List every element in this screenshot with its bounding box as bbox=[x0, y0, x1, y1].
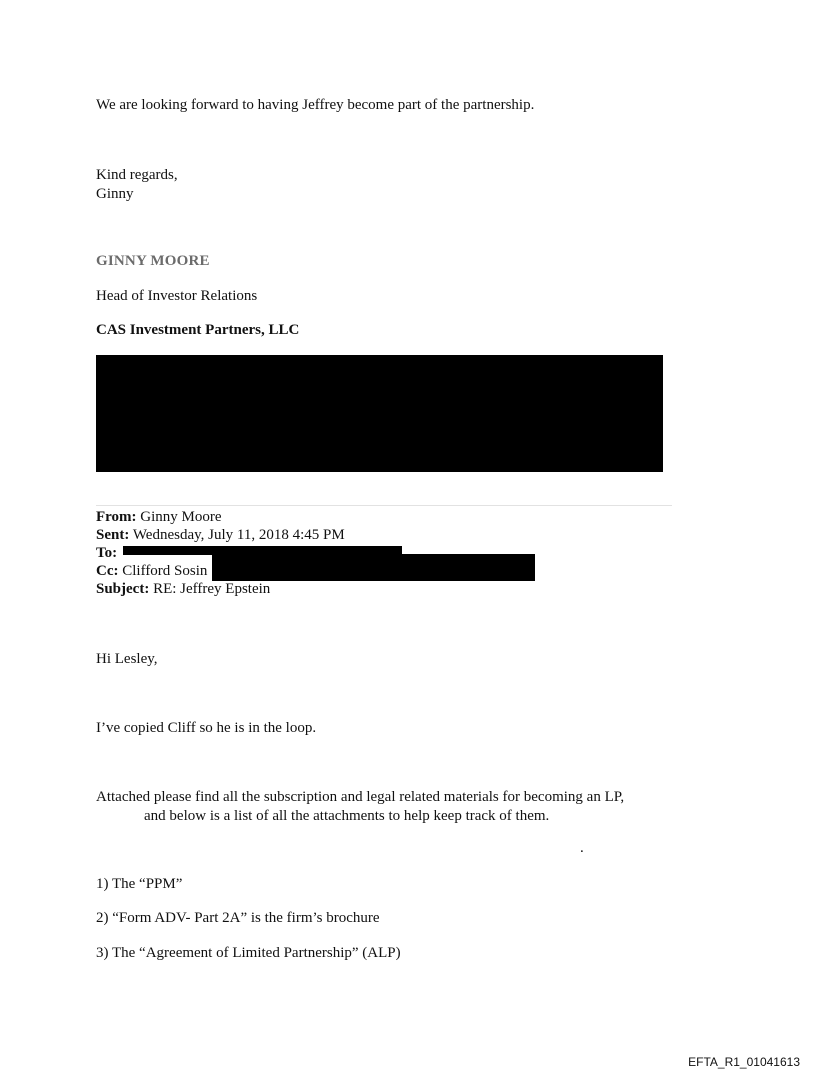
from-label: From: bbox=[96, 509, 137, 525]
cc-line bbox=[96, 562, 207, 580]
sent-label: Sent: bbox=[96, 527, 130, 543]
list-item: 2) “Form ADV- Part 2A” is the firm’s brochure bbox=[96, 910, 380, 926]
cc-label: Cc: bbox=[96, 563, 119, 579]
list-item: 3) The “Agreement of Limited Partnership” (ALP) bbox=[96, 945, 401, 961]
closing-name: Ginny bbox=[96, 186, 134, 202]
intro-line: We are looking forward to having Jeffrey become part of the partnership. bbox=[96, 97, 535, 113]
to-line bbox=[96, 544, 117, 562]
signature-company: CAS Investment Partners, LLC bbox=[96, 322, 300, 338]
header-divider bbox=[96, 505, 672, 506]
from-line bbox=[96, 508, 222, 526]
sent-value: Wednesday, July 11, 2018 4:45 PM bbox=[132, 527, 345, 543]
to-label: To: bbox=[96, 545, 118, 561]
subject-value: RE: Jeffrey Epstein bbox=[153, 581, 271, 597]
list-item: 1) The “PPM” bbox=[96, 876, 183, 892]
document-id-footer: EFTA_R1_01041613 bbox=[688, 1055, 800, 1069]
sent-line bbox=[96, 526, 345, 544]
body-paragraph-1: I’ve copied Cliff so he is in the loop. bbox=[96, 720, 317, 736]
signature-name: GINNY MOORE bbox=[96, 253, 210, 269]
body-paragraph-2-line-2: and below is a list of all the attachments to help keep track of them. bbox=[144, 808, 550, 824]
redaction-cc bbox=[212, 554, 535, 581]
signature-title: Head of Investor Relations bbox=[96, 288, 258, 304]
from-value: Ginny Moore bbox=[140, 509, 222, 525]
redaction-block-signature bbox=[96, 355, 663, 472]
greeting: Hi Lesley, bbox=[96, 651, 158, 667]
subject-label: Subject: bbox=[96, 581, 150, 597]
body-paragraph-2-line-1: Attached please find all the subscription and legal related materials for becoming an LP, bbox=[96, 789, 625, 805]
subject-line bbox=[96, 580, 270, 598]
stray-mark: . bbox=[580, 840, 584, 856]
closing-text: Kind regards, bbox=[96, 167, 178, 183]
cc-value: Clifford Sosin bbox=[122, 563, 208, 579]
